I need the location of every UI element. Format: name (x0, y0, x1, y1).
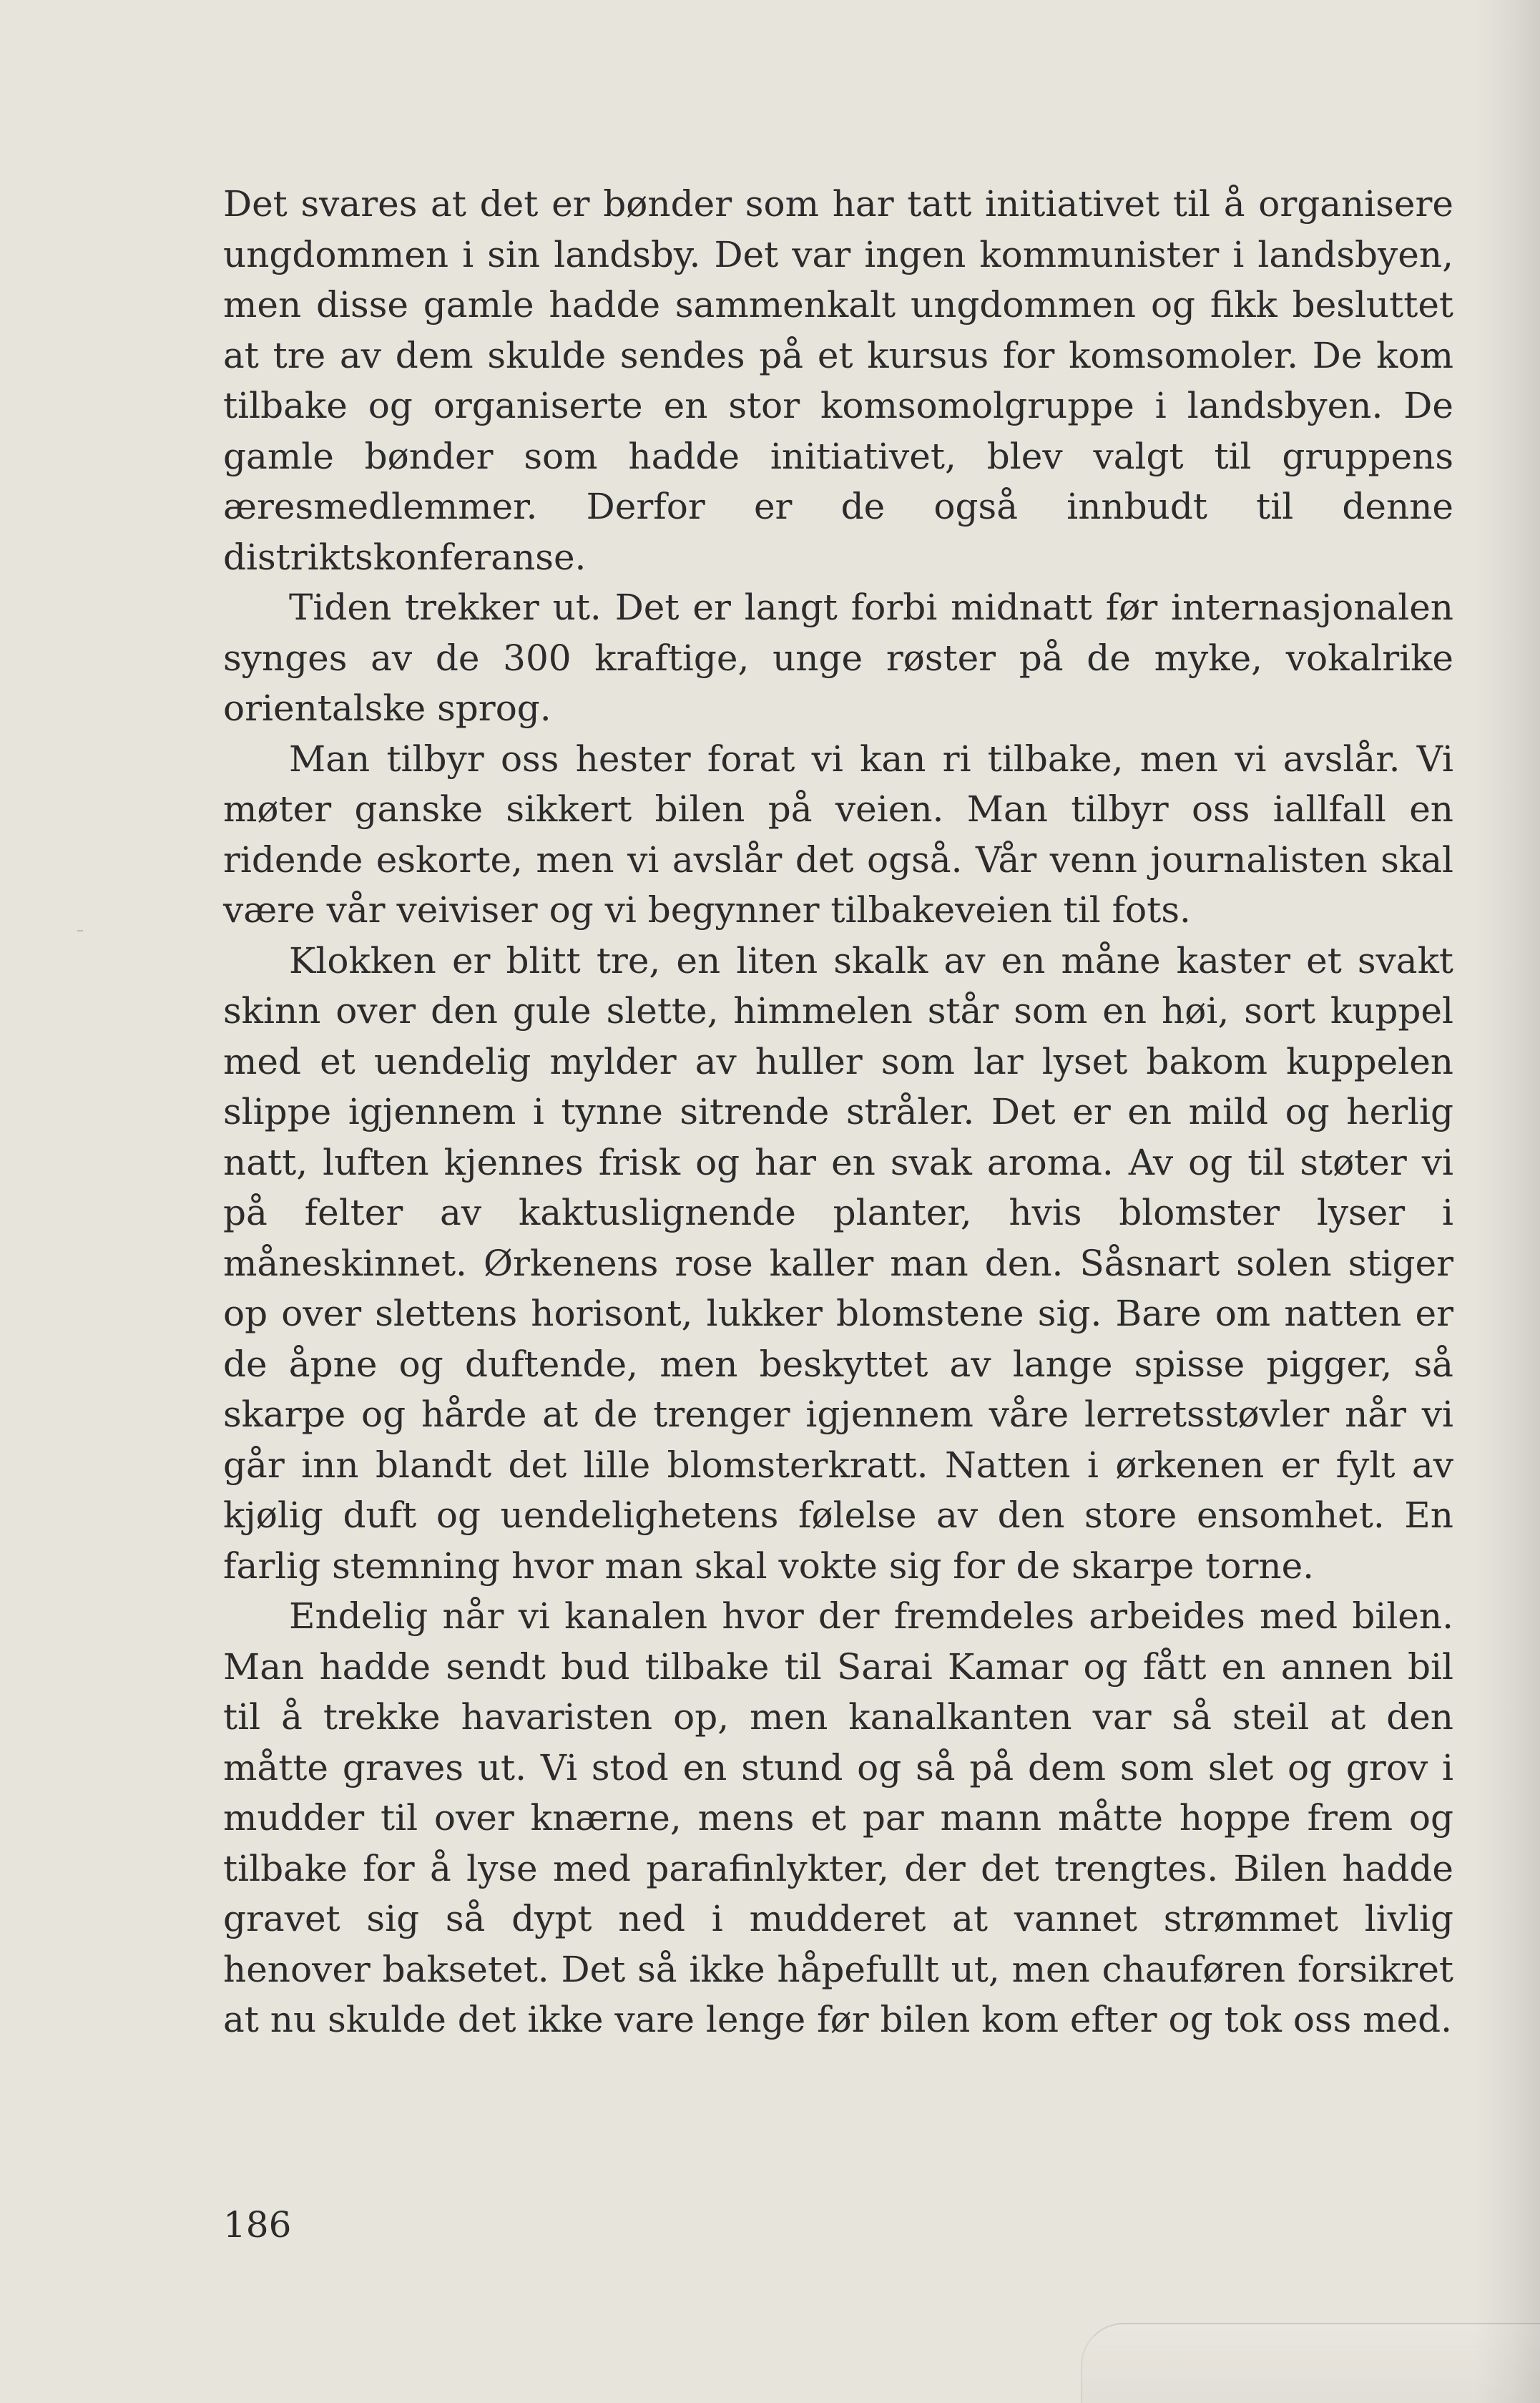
page-number: 186 (223, 2204, 292, 2246)
paragraph-2: Tiden trekker ut. Det er langt forbi midnatt før internasjonalen synges av de 300 kraftige, unge røster på de myke, vokalrike orientalske sprog. (223, 587, 1453, 729)
paragraph-1: Det svares at det er bønder som har tatt initiativet til å organisere ungdommen i sin landsby. Det var ingen kommunister i landsbyen, men disse gamle hadde sammenkalt ungdommen og fikk besluttet at tre av dem skulde sendes på et kursus for komsomoler. De kom tilbake og organiserte en stor komsomolgruppe i landsbyen. De gamle bønder som hadde initiativet, blev valgt til gruppens æresmedlemmer. Derfor er de også innbudt til denne distriktskonferanse. (223, 183, 1453, 578)
paragraph-4: Klokken er blitt tre, en liten skalk av en måne kaster et svakt skinn over den gule slette, himmelen står som en høi, sort kuppel med et uendelig mylder av huller som lar lyset bakom kuppelen slippe igjennem i tynne sitrende stråler. Det er en mild og herlig natt, luften kjennes frisk og har en svak aroma. Av og til støter vi på felter av kaktuslignende planter, hvis blomster lyser i måneskinnet. Ørkenens rose kaller man den. Såsnart solen stiger op over slettens horisont, lukker blomstene sig. Bare om natten er de åpne og duftende, men beskyttet av lange spisse pigger, så skarpe og hårde at de trenger igjennem våre lerretsstøvler når vi går inn blandt det lille blomsterkratt. Natten i ørkenen er fylt av kjølig duft og uendelighetens følelse av den store ensomhet. En farlig stemning hvor man skal vokte sig for de skarpe torne. (223, 939, 1453, 1587)
page-text (223, 179, 1453, 2045)
paragraph-3: Man tilbyr oss hester forat vi kan ri tilbake, men vi avslår. Vi møter ganske sikkert bilen på veien. Man tilbyr oss iallfall en ridende eskorte, men vi avslår det også. Vår venn journalisten skal være vår veiviser og vi begynner tilbakeveien til fots. (223, 738, 1453, 931)
page-edge-shadow (1476, 0, 1540, 2403)
page-corner-curl (1081, 2323, 1540, 2403)
margin-mark (77, 930, 83, 931)
paragraph-5: Endelig når vi kanalen hvor der fremdeles arbeides med bilen. Man hadde sendt bud tilbake til Sarai Kamar og fått en annen bil til å trekke havaristen op, men kanalkanten var så steil at den måtte graves ut. Vi stod en stund og så på dem som slet og grov i mudder til over knærne, mens et par mann måtte hoppe frem og tilbake for å lyse med parafinlykter, der det trengtes. Bilen hadde gravet sig så dypt ned i mudderet at vannet strømmet livlig henover baksetet. Det så ikke håpefullt ut, men chauføren forsikret at nu skulde det ikke vare lenge før bilen kom efter og tok oss med. (223, 1595, 1453, 2040)
